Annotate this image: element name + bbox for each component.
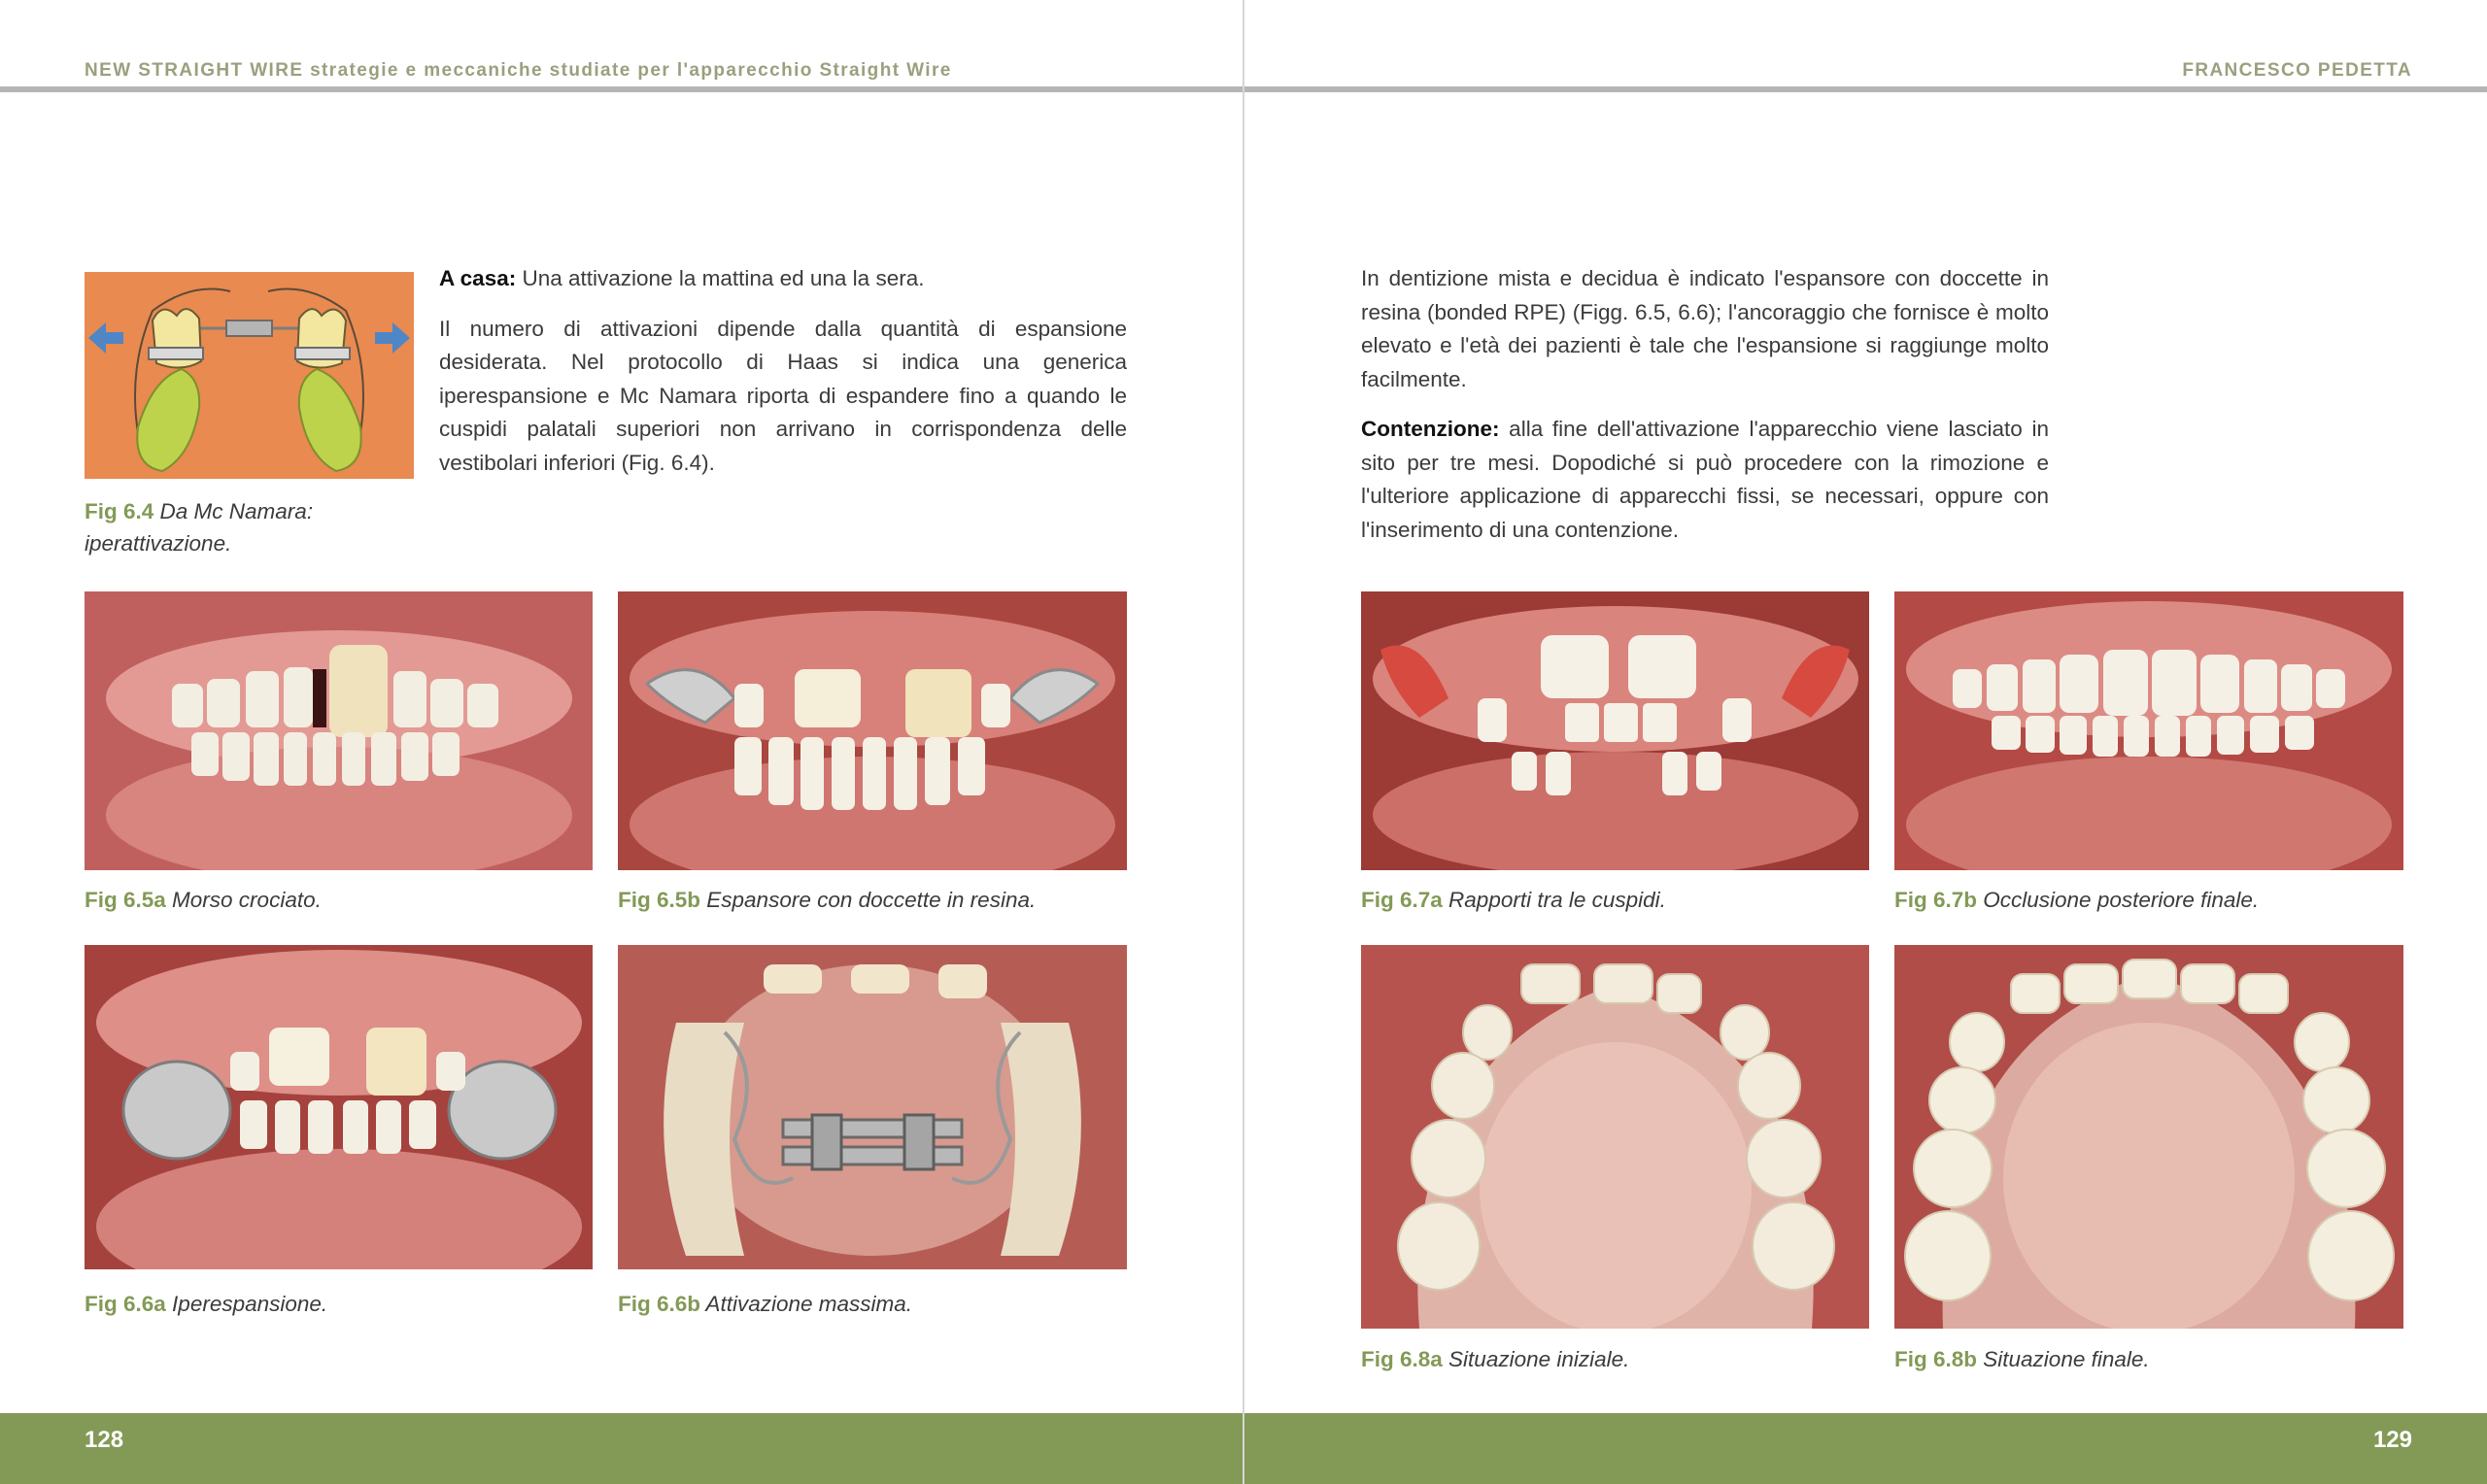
fig-6-6b-caption [618, 1288, 1127, 1320]
fig-6-8a-caption [1361, 1343, 1869, 1375]
fig-6-8a-photo [1361, 945, 1869, 1329]
paragraph: In dentizione mista e decidua è indicato l'espansore con doccette in resina (bonded RPE) (Figg. 6.5, 6.6); l'ancoraggio che fornisce è molto elevato e l'età dei pazienti è tale che l'espansione si raggiunge molto facilmente. [1361, 266, 2049, 391]
arrow-right-icon [375, 322, 410, 354]
fig-desc: Rapporti tra le cuspidi. [1442, 888, 1666, 912]
fig-6-4-caption [85, 495, 415, 559]
page-number: 129 [2372, 1427, 2412, 1453]
fig-label: Fig 6.5b [618, 888, 701, 912]
left-body-text [439, 262, 1127, 496]
fig-label: Fig 6.7a [1361, 888, 1443, 912]
fig-desc: Occlusione posteriore finale. [1977, 888, 2260, 912]
fig-6-7b-caption [1894, 884, 2403, 916]
fig-6-7a-photo [1361, 591, 1869, 870]
fig-6-8b-caption [1894, 1343, 2403, 1375]
right-footer-bar [1244, 1413, 2487, 1484]
fig-label: Fig 6.6b [618, 1292, 701, 1316]
fig-desc: Situazione iniziale. [1442, 1347, 1630, 1371]
fig-desc-line2: iperattivazione. [85, 531, 232, 556]
fig-6-5a-caption [85, 884, 593, 916]
page-number: 128 [85, 1427, 124, 1453]
paragraph-text: Una attivazione la mattina ed una la sera. [516, 266, 925, 290]
fig-6-5b-caption [618, 884, 1127, 916]
fig-6-6a-photo [85, 945, 593, 1269]
right-page [1244, 0, 2487, 1484]
fig-6-7b-photo [1894, 591, 2403, 870]
fig-6-7a-caption [1361, 884, 1869, 916]
fig-6-6a-caption [85, 1288, 593, 1320]
fig-label: Fig 6.6a [85, 1292, 166, 1316]
fig-6-5b-photo [618, 591, 1127, 870]
fig-desc: Situazione finale. [1977, 1347, 2150, 1371]
fig-label: Fig 6.8a [1361, 1347, 1443, 1371]
right-running-head: FRANCESCO PEDETTA [2182, 60, 2412, 81]
fig-desc: Attivazione massima. [700, 1292, 913, 1316]
arrow-left-icon [88, 322, 123, 354]
fig-desc: Espansore con doccette in resina. [700, 888, 1037, 912]
fig-6-6b-photo [618, 945, 1127, 1269]
fig-6-5a-photo [85, 591, 593, 870]
paragraph [1361, 413, 2049, 547]
fig-6-8b-photo [1894, 945, 2403, 1329]
fig-desc: Da Mc Namara: [153, 499, 314, 523]
fig-desc: Iperespansione. [165, 1292, 328, 1316]
paragraph-lead: Contenzione: [1361, 417, 1500, 441]
paragraph [439, 262, 1127, 296]
fig-desc: Morso crociato. [165, 888, 322, 912]
right-body-text [1361, 262, 2049, 563]
left-page [0, 0, 1243, 1484]
paragraph-text: alla fine dell'attivazione l'apparecchio viene lasciato in sito per tre mesi. Dopodiché si può procedere con la rimozione e l'ulteriore applicazione di apparecchi fissi, se necessari, oppure con l'inserimento di una contenzione. [1361, 417, 2049, 542]
left-running-head: NEW STRAIGHT WIRE strategie e meccaniche studiate per l'apparecchio Straight Wire [85, 60, 952, 81]
right-header-rule [1244, 86, 2487, 92]
fig-label: Fig 6.5a [85, 888, 166, 912]
fig-6-4-diagram [85, 272, 414, 479]
left-footer-bar [0, 1413, 1243, 1484]
paragraph-lead: A casa: [439, 266, 517, 290]
fig-label: Fig 6.8b [1894, 1347, 1978, 1371]
fig-label: Fig 6.4 [85, 499, 154, 523]
fig-label: Fig 6.7b [1894, 888, 1978, 912]
left-header-rule [0, 86, 1243, 92]
paragraph: Il numero di attivazioni dipende dalla quantità di espansione desiderata. Nel protocollo di Haas si indica una generica iperespansione e Mc Namara riporta di espandere fino a quando le cuspidi palatali superiori non arrivano in corrispondenza delle vestibolari inferiori (Fig. 6.4). [439, 316, 1127, 475]
